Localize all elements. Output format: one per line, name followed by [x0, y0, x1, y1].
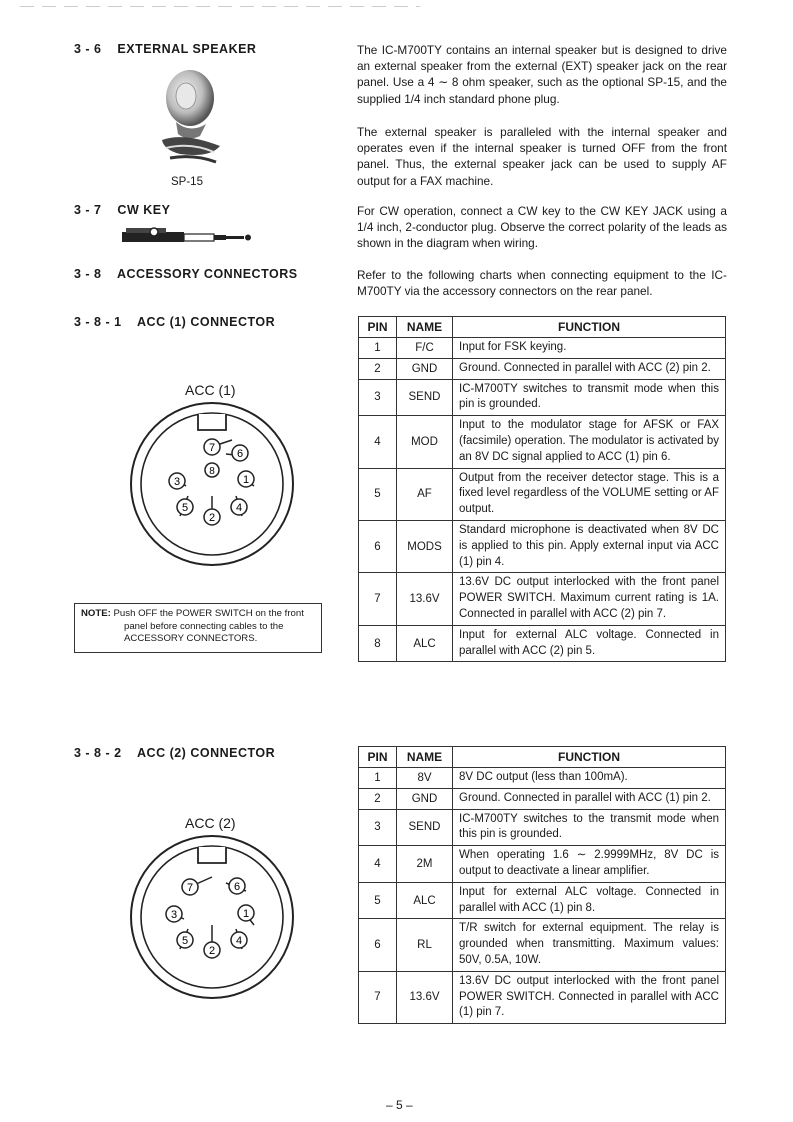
- paragraph-accessory-connectors: Refer to the following charts when connecting equipment to the IC-M700TY via the accessory connectors on the rear panel.: [357, 268, 727, 299]
- function-cell: Standard microphone is deactivated when 8V DC is applied to this pin. Apply external input via ACC (1) pin 4.: [453, 520, 726, 572]
- function-cell: Ground. Connected in parallel with ACC (1) pin 2.: [453, 788, 726, 809]
- acc1-pin-2-label: 2: [208, 512, 216, 524]
- cw-key-plug-illustration: [120, 222, 260, 250]
- name-column-header: NAME: [397, 747, 453, 768]
- name-cell: AF: [397, 468, 453, 520]
- section-title: ACC (1) CONNECTOR: [137, 315, 276, 329]
- speaker-caption: SP-15: [171, 176, 203, 188]
- pin-cell: 5: [359, 468, 397, 520]
- acc1-pin-7: [204, 439, 232, 455]
- pin-cell: 7: [359, 971, 397, 1023]
- acc2-pin-1-label: 1: [242, 908, 250, 920]
- pin-cell: 6: [359, 919, 397, 971]
- section-number: 3 - 8 - 1: [74, 315, 122, 329]
- table-row: [359, 919, 726, 971]
- function-cell: 13.6V DC output interlocked with the front panel POWER SWITCH. Connected in parallel with ACC (1) pin 7.: [453, 971, 726, 1023]
- table-header-row: [359, 317, 726, 338]
- note-label: NOTE:: [81, 608, 111, 619]
- acc1-pin-5: [177, 496, 193, 516]
- acc2-connector-diagram: [128, 833, 296, 1001]
- section-3-6-heading: [74, 42, 256, 56]
- function-cell: T/R switch for external equipment. The relay is grounded when transmitting. Maximum values: 50V, 0.5A, 10W.: [453, 919, 726, 971]
- pin-cell: 1: [359, 338, 397, 359]
- section-title: EXTERNAL SPEAKER: [117, 42, 257, 56]
- acc2-pin-2-label: 2: [208, 945, 216, 957]
- acc1-pin-4: [231, 496, 247, 516]
- acc1-pin-3: [169, 473, 186, 489]
- name-cell: F/C: [397, 338, 453, 359]
- name-cell: MODS: [397, 520, 453, 572]
- acc2-pin-7-label: 7: [186, 882, 194, 894]
- acc2-pin-6: [226, 878, 246, 894]
- acc1-pin-7-label: 7: [208, 442, 216, 454]
- acc1-pin-2: [204, 496, 220, 525]
- name-cell: SEND: [397, 809, 453, 846]
- paragraph-external-speaker-2: The external speaker is paralleled with the internal speaker and operates even if the internal speaker is turned OFF from the front panel. Thus, the external speaker jack can be used to supply AF output for a FAX machine.: [357, 125, 727, 188]
- table-row: [359, 788, 726, 809]
- function-column-header: FUNCTION: [453, 747, 726, 768]
- table-row: [359, 573, 726, 625]
- table-row: [359, 416, 726, 468]
- name-cell: ALC: [397, 882, 453, 919]
- table-row: [359, 809, 726, 846]
- section-3-7-heading: [74, 203, 170, 217]
- section-3-8-2-heading: [74, 746, 275, 760]
- acc1-pin-3-label: 3: [173, 476, 181, 488]
- section-number: 3 - 8 - 2: [74, 746, 122, 760]
- name-cell: 8V: [397, 768, 453, 789]
- acc2-connector-label: ACC (2): [185, 815, 236, 831]
- section-title: ACCESSORY CONNECTORS: [116, 267, 298, 281]
- acc1-pin-8: [205, 463, 219, 477]
- pin-cell: 3: [359, 809, 397, 846]
- paragraph-cw-key: For CW operation, connect a CW key to the CW KEY JACK using a 1/4 inch, 2-conductor plug. Observe the correct polarity of the leads as shown in the diagram when wiring.: [357, 204, 727, 251]
- pin-column-header: PIN: [359, 317, 397, 338]
- acc2-pin-3-label: 3: [170, 909, 178, 921]
- acc1-pin-5-label: 5: [181, 502, 189, 514]
- pin-cell: 6: [359, 520, 397, 572]
- section-3-8-1-heading: [74, 315, 275, 329]
- function-cell: Output from the receiver detector stage. This is a fixed level regardless of the VOLUME setting or AF output.: [453, 468, 726, 520]
- acc2-pin-3: [166, 906, 184, 922]
- note-text: Push OFF the POWER SWITCH on the front panel before connecting cables to the ACCESSORY CONNECTORS.: [113, 608, 304, 645]
- section-number: 3 - 8: [74, 267, 102, 281]
- section-number: 3 - 7: [74, 203, 102, 217]
- function-cell: IC-M700TY switches to transmit mode when this pin is grounded.: [453, 379, 726, 416]
- acc2-pin-table: [358, 746, 726, 1024]
- acc1-pin-4-label: 4: [235, 502, 243, 514]
- paragraph-external-speaker-1: The IC-M700TY contains an internal speaker but is designed to drive an external speaker from the external (EXT) speaker jack on the rear panel. Use a 4 ∼ 8 ohm speaker, such as the optional SP-15, and the supplied 1/4 inch standard phone plug.: [357, 43, 727, 106]
- acc1-pin-8-label: 8: [209, 466, 215, 477]
- acc1-pin-6: [226, 445, 248, 461]
- pin-cell: 2: [359, 358, 397, 379]
- acc2-pin-5-label: 5: [181, 935, 189, 947]
- acc1-pin-1: [238, 471, 254, 487]
- acc2-pin-5: [177, 929, 193, 949]
- function-cell: Input for FSK keying.: [453, 338, 726, 359]
- sp15-speaker-illustration: [150, 62, 230, 170]
- acc2-pin-2: [204, 925, 220, 958]
- note-box: [74, 603, 322, 653]
- acc2-pin-4: [231, 929, 247, 949]
- acc1-pin-table: [358, 316, 726, 662]
- table-row: [359, 358, 726, 379]
- name-cell: GND: [397, 358, 453, 379]
- acc1-pin-6-label: 6: [236, 448, 244, 460]
- acc2-pin-7: [182, 877, 212, 895]
- table-row: [359, 846, 726, 883]
- acc1-pin-1-label: 1: [242, 474, 250, 486]
- table-header-row: [359, 747, 726, 768]
- name-column-header: NAME: [397, 317, 453, 338]
- function-cell: When operating 1.6 ∼ 2.9999MHz, 8V DC is output to deactivate a linear amplifier.: [453, 846, 726, 883]
- section-3-8-heading: [74, 267, 298, 281]
- pin-cell: 5: [359, 882, 397, 919]
- pin-cell: 7: [359, 573, 397, 625]
- function-cell: 13.6V DC output interlocked with the front panel POWER SWITCH. Maximum current rating is 1A. Connected in parallel with ACC (2) pin 7.: [453, 573, 726, 625]
- acc2-pin-6-label: 6: [233, 881, 241, 893]
- name-cell: RL: [397, 919, 453, 971]
- table-row: [359, 468, 726, 520]
- pin-column-header: PIN: [359, 747, 397, 768]
- name-cell: GND: [397, 788, 453, 809]
- name-cell: 13.6V: [397, 573, 453, 625]
- function-cell: Ground. Connected in parallel with ACC (2) pin 2.: [453, 358, 726, 379]
- pin-cell: 1: [359, 768, 397, 789]
- table-row: [359, 768, 726, 789]
- function-cell: 8V DC output (less than 100mA).: [453, 768, 726, 789]
- function-cell: Input to the modulator stage for AFSK or FAX (facsimile) operation. The modulator is activated by an 8V DC signal applied to ACC (1) pin 6.: [453, 416, 726, 468]
- acc1-connector-diagram: [128, 400, 296, 568]
- pin-cell: 3: [359, 379, 397, 416]
- page-number: – 5 –: [386, 1098, 413, 1112]
- pin-cell: 8: [359, 625, 397, 662]
- table-row: [359, 625, 726, 662]
- table-row: [359, 338, 726, 359]
- pin-cell: 4: [359, 416, 397, 468]
- scan-artifact-line: [20, 6, 420, 7]
- function-cell: Input for external ALC voltage. Connected in parallel with ACC (2) pin 5.: [453, 625, 726, 662]
- pin-cell: 2: [359, 788, 397, 809]
- name-cell: SEND: [397, 379, 453, 416]
- section-number: 3 - 6: [74, 42, 102, 56]
- name-cell: 13.6V: [397, 971, 453, 1023]
- name-cell: 2M: [397, 846, 453, 883]
- table-row: [359, 971, 726, 1023]
- function-cell: Input for external ALC voltage. Connected in parallel with ACC (1) pin 8.: [453, 882, 726, 919]
- acc2-pin-1: [238, 905, 254, 925]
- name-cell: ALC: [397, 625, 453, 662]
- table-row: [359, 379, 726, 416]
- function-column-header: FUNCTION: [453, 317, 726, 338]
- section-title: ACC (2) CONNECTOR: [137, 746, 276, 760]
- table-row: [359, 882, 726, 919]
- table-row: [359, 520, 726, 572]
- function-cell: IC-M700TY switches to the transmit mode when this pin is grounded.: [453, 809, 726, 846]
- acc2-pin-4-label: 4: [235, 935, 243, 947]
- pin-cell: 4: [359, 846, 397, 883]
- name-cell: MOD: [397, 416, 453, 468]
- section-title: CW KEY: [117, 203, 171, 217]
- acc1-connector-label: ACC (1): [185, 382, 236, 398]
